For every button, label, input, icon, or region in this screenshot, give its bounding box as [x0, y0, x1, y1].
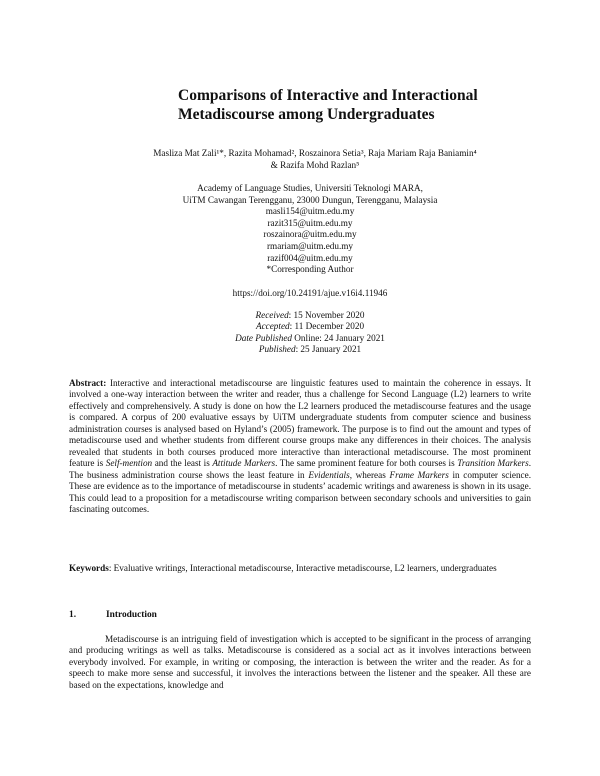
- abstract-label: Abstract:: [69, 378, 107, 388]
- date-published-online-label: Date Published: [235, 332, 292, 343]
- affiliation-line: UiTM Cawangan Terengganu, 23000 Dungun, Terengganu, Malaysia: [182, 194, 438, 205]
- section-number: 1.: [69, 610, 77, 620]
- abstract-text: Interactive and interactional metadiscourse are linguistic features used to maintain the coherence in essays. It involved a one-way interaction between the writer and reader, thus a challenge for Second Language (L2) learners to write effectively and comprehensively. A study is done on how the L2 learners produced the metadiscourse features and the usage is compared. A corpus of 200 evaluative essays by UiTM undergraduate students from computer science and business administration courses is analysed based on Hyland’s (2005) framework. The purpose is to find out the amount and types of metadiscourse used and whether students from different course groups make any differences in their choices. The analysis revealed that students in both courses produced more interactive than interactional metadiscourse. The most prominent feature is: [69, 378, 531, 469]
- date-published-label: Published: [258, 344, 296, 355]
- paper-title: [178, 86, 508, 124]
- abstract-emphasis: Evidentials: [308, 469, 350, 480]
- date-published-online-value: Online: 24 January 2021: [292, 332, 385, 343]
- keywords: [69, 563, 531, 574]
- authors-line-1: Masliza Mat Zali¹*, Razita Mohamad², Roszainora Setia³, Raja Mariam Raja Baniamin⁴: [153, 148, 477, 158]
- publication-dates: [130, 310, 490, 356]
- author-email: rmariam@uitm.edu.my: [266, 240, 354, 251]
- date-received-value: : 15 November 2020: [288, 310, 365, 320]
- abstract-emphasis: Attitude Markers: [212, 458, 276, 469]
- introduction-paragraph: Metadiscourse is an intriguing field of investigation which is accepted to be significant in the process of arranging and producing writings as well as talks. Metadiscourse is considered as a social act as it involves interactions between everybody involved. For example, in writing or composing, the interaction is between the writer and the reader. As for a speech to make more sense and successful, it involves the interactions between the listener and the speaker. All these are based on the expectations, knowledge and: [69, 634, 531, 690]
- date-published-value: : 25 January 2021: [295, 344, 362, 355]
- abstract-text: and the least is: [152, 458, 213, 469]
- abstract-text: , whereas: [349, 469, 390, 480]
- date-received: [130, 310, 490, 321]
- section-heading-introduction: [69, 610, 369, 620]
- corresponding-author-note: *Corresponding Author: [266, 264, 354, 275]
- affiliation-line: Academy of Language Studies, Universiti Teknologi MARA,: [197, 183, 423, 193]
- section-title: Introduction: [106, 610, 157, 620]
- author-email: roszainora@uitm.edu.my: [263, 229, 357, 240]
- authors-line-2: & Razifa Mohd Razlan⁵: [270, 159, 360, 170]
- title-line-1: Comparisons of Interactive and Interactional: [178, 87, 478, 104]
- abstract-emphasis: Transition Markers: [457, 458, 529, 469]
- abstract-emphasis: Frame Markers: [389, 469, 449, 480]
- author-email: razit315@uitm.edu.my: [267, 217, 353, 228]
- affiliation-block: [130, 183, 490, 276]
- doi-link[interactable]: https://doi.org/10.24191/ajue.v16i4.11946: [232, 288, 388, 298]
- author-list: [80, 148, 550, 171]
- abstract-text: in computer science. These are evidence as to the importance of metadiscourse in students’ academic writings and awareness is shown in its usage. This could lead to a proposition for a metadiscourse writing comparison between secondary schools and universities to gain fascinating outcomes.: [69, 469, 532, 514]
- date-accepted-value: : 11 December 2020: [289, 321, 365, 332]
- abstract-text: . The business administration course shows the least feature in: [69, 458, 531, 480]
- date-accepted-label: Accepted: [255, 321, 290, 332]
- title-line-2: Metadiscourse among Undergraduates: [178, 106, 435, 123]
- author-email: razif004@uitm.edu.my: [267, 252, 353, 263]
- abstract-text: . The same prominent feature for both courses is: [275, 458, 458, 469]
- date-published-online: [130, 333, 490, 344]
- keywords-label: Keywords: [69, 563, 109, 573]
- date-accepted: [130, 321, 490, 332]
- date-published: [130, 344, 490, 355]
- author-email: masli154@uitm.edu.my: [265, 206, 355, 217]
- abstract: [69, 378, 531, 515]
- date-received-label: Received: [255, 310, 289, 320]
- keywords-text: : Evaluative writings, Interactional metadiscourse, Interactive metadiscourse, L2 learners, undergraduates: [108, 563, 497, 573]
- abstract-emphasis: Self-mention: [105, 458, 153, 469]
